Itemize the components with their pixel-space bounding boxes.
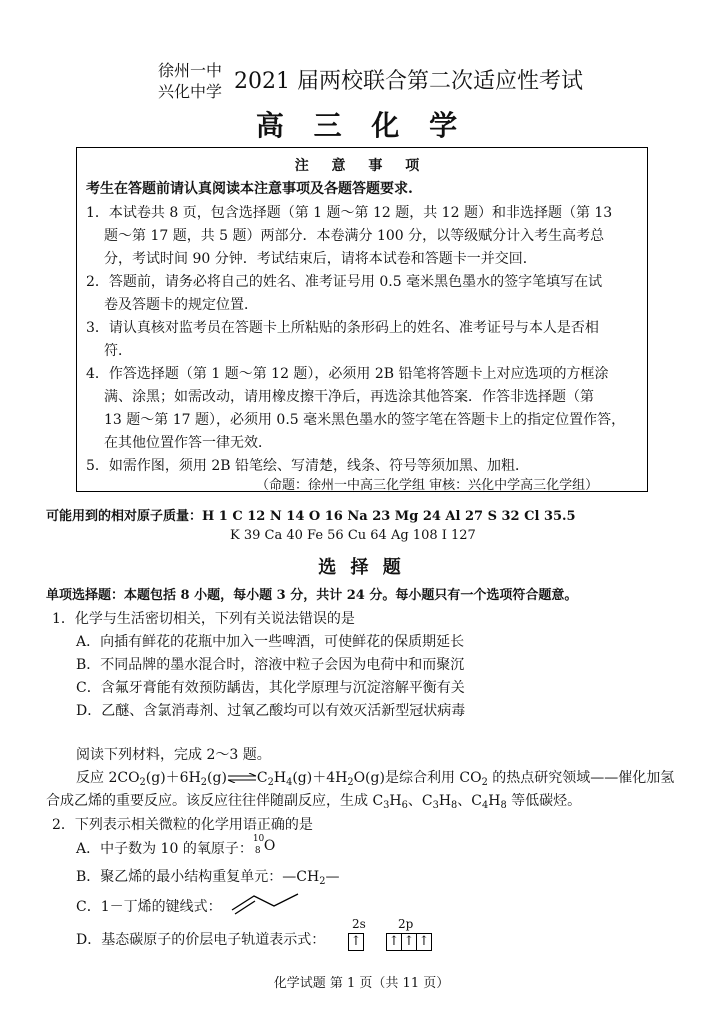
notice-line: 2．答题前，请务必将自己的姓名、准考证号用 0.5 毫米黑色墨水的签字笔填写在试 [86,274,603,290]
atomic-masses-line-1: 可能用到的相对原子质量：H 1 C 12 N 14 O 16 Na 23 Mg 24 Al 27 S 32 Cl 35.5 [46,509,576,524]
exam-title: 2021 届两校联合第二次适应性考试 [234,69,583,94]
notice-line: 3．请认真核对监考员在答题卡上所粘贴的条形码上的姓名、准考证号与本人是否相 [86,320,599,336]
q1-option-a: A．向插有鲜花的花瓶中加入一些啤酒，可使鲜花的保质期延长 [76,634,465,650]
q2-option-c: C．1－丁烯的键线式： [76,899,222,915]
equilibrium-arrow-icon [227,773,257,783]
notice-line: 在其他位置作答一律无效． [104,435,272,451]
section-title: 选 择 题 [318,557,405,578]
q2-option-b: B．聚乙烯的最小结构重复单元：$—CH_2—$ [76,869,340,887]
notice-line: 13 题～第 17 题），必须用 0.5 毫米黑色墨水的签字笔在答题卡上的指定位置作答， [104,412,626,428]
notice-line: 符． [104,343,132,359]
orbital-label-2s: 2s [352,917,366,931]
butene-skeletal-formula [228,888,308,916]
material-intro: 阅读下列材料，完成 2～3 题。 [76,747,271,763]
section-instruction: 单项选择题：本题包括 8 小题，每小题 3 分，共计 24 分。每小题只有一个选项符合题意。 [46,588,578,603]
orbital-diagram [338,917,448,957]
notice-line: 满、涂黑；如需改动，请用橡皮擦干净后，再选涂其他答案．作答非选择题（第 [104,389,594,405]
notice-line: 题～第 17 题，共 5 题）两部分．本卷满分 100 分，以等级赋分计入考生高考总 [104,228,605,244]
material-line-2: 合成乙烯的重要反应。该反应往往伴随副反应，生成 $C_3H_6$、$C_3H_8$、$C_4H_8$ 等低碳烃。 [46,793,582,811]
page-footer: 化学试题 第 1 页（共 11 页） [273,976,450,991]
notice-line: 5．如需作图，须用 2B 铅笔绘、写清楚，线条、符号等须加黑、加粗． [86,458,530,474]
q1-option-b: B．不同品牌的墨水混合时，溶液中粒子会因为电荷中和而聚沉 [76,657,465,673]
orbital-box-2p: ↑ [416,933,432,951]
notice-line: 1．本试卷共 8 页，包含选择题（第 1 题～第 12 题，共 12 题）和非选择题（第 13 [86,205,613,221]
q1-option-c: C．含氟牙膏能有效预防龋齿，其化学原理与沉淀溶解平衡有关 [76,680,465,696]
q2-stem: 2．下列表示相关微粒的化学用语正确的是 [52,817,313,833]
notice-line: 4．作答选择题（第 1 题～第 12 题），必须用 2B 铅笔将答题卡上对应选项的方框涂 [86,366,609,382]
orbital-label-2p: 2p [398,917,414,931]
subject-title: 高 三 化 学 [255,109,468,142]
orbital-box-2p: ↑ [386,933,402,951]
school-name-2: 兴化中学 [158,82,223,101]
orbital-box-2s: ↑ [348,933,364,951]
q2-option-d: D．基态碳原子的价层电子轨道表示式： [76,932,326,948]
notice-intro: 考生在答题前请认真阅读本注意事项及各题答题要求. [86,181,413,197]
notice-line: 分，考试时间 90 分钟．考试结束后，请将本试卷和答题卡一并交回． [104,251,537,267]
q1-stem: 1．化学与生活密切相关，下列有关说法错误的是 [52,611,355,627]
notice-authors: （命题：徐州一中高三化学组 审核：兴化中学高三化学组） [256,478,599,493]
atomic-masses-line-2: K 39 Ca 40 Fe 56 Cu 64 Ag 108 I 127 [230,528,476,543]
notice-line: 卷及答题卡的规定位置． [104,297,258,313]
q1-option-d: D．乙醚、含氯消毒剂、过氧乙酸均可以有效灭活新型冠状病毒 [76,703,466,719]
notice-title: 注 意 事 项 [294,158,429,174]
reaction-equation: 反应 $2CO_2(g)+6H_2(g)$ $C_2H_4(g)+4H_2O(g)$是综合利用 $CO_2$ 的热点研究领域——催化加氢 [76,770,675,788]
orbital-box-2p: ↑ [401,933,417,951]
q2-option-a: A．中子数为 10 的氧原子： 10 8 O [76,834,276,857]
school-name-1: 徐州一中 [158,61,223,80]
